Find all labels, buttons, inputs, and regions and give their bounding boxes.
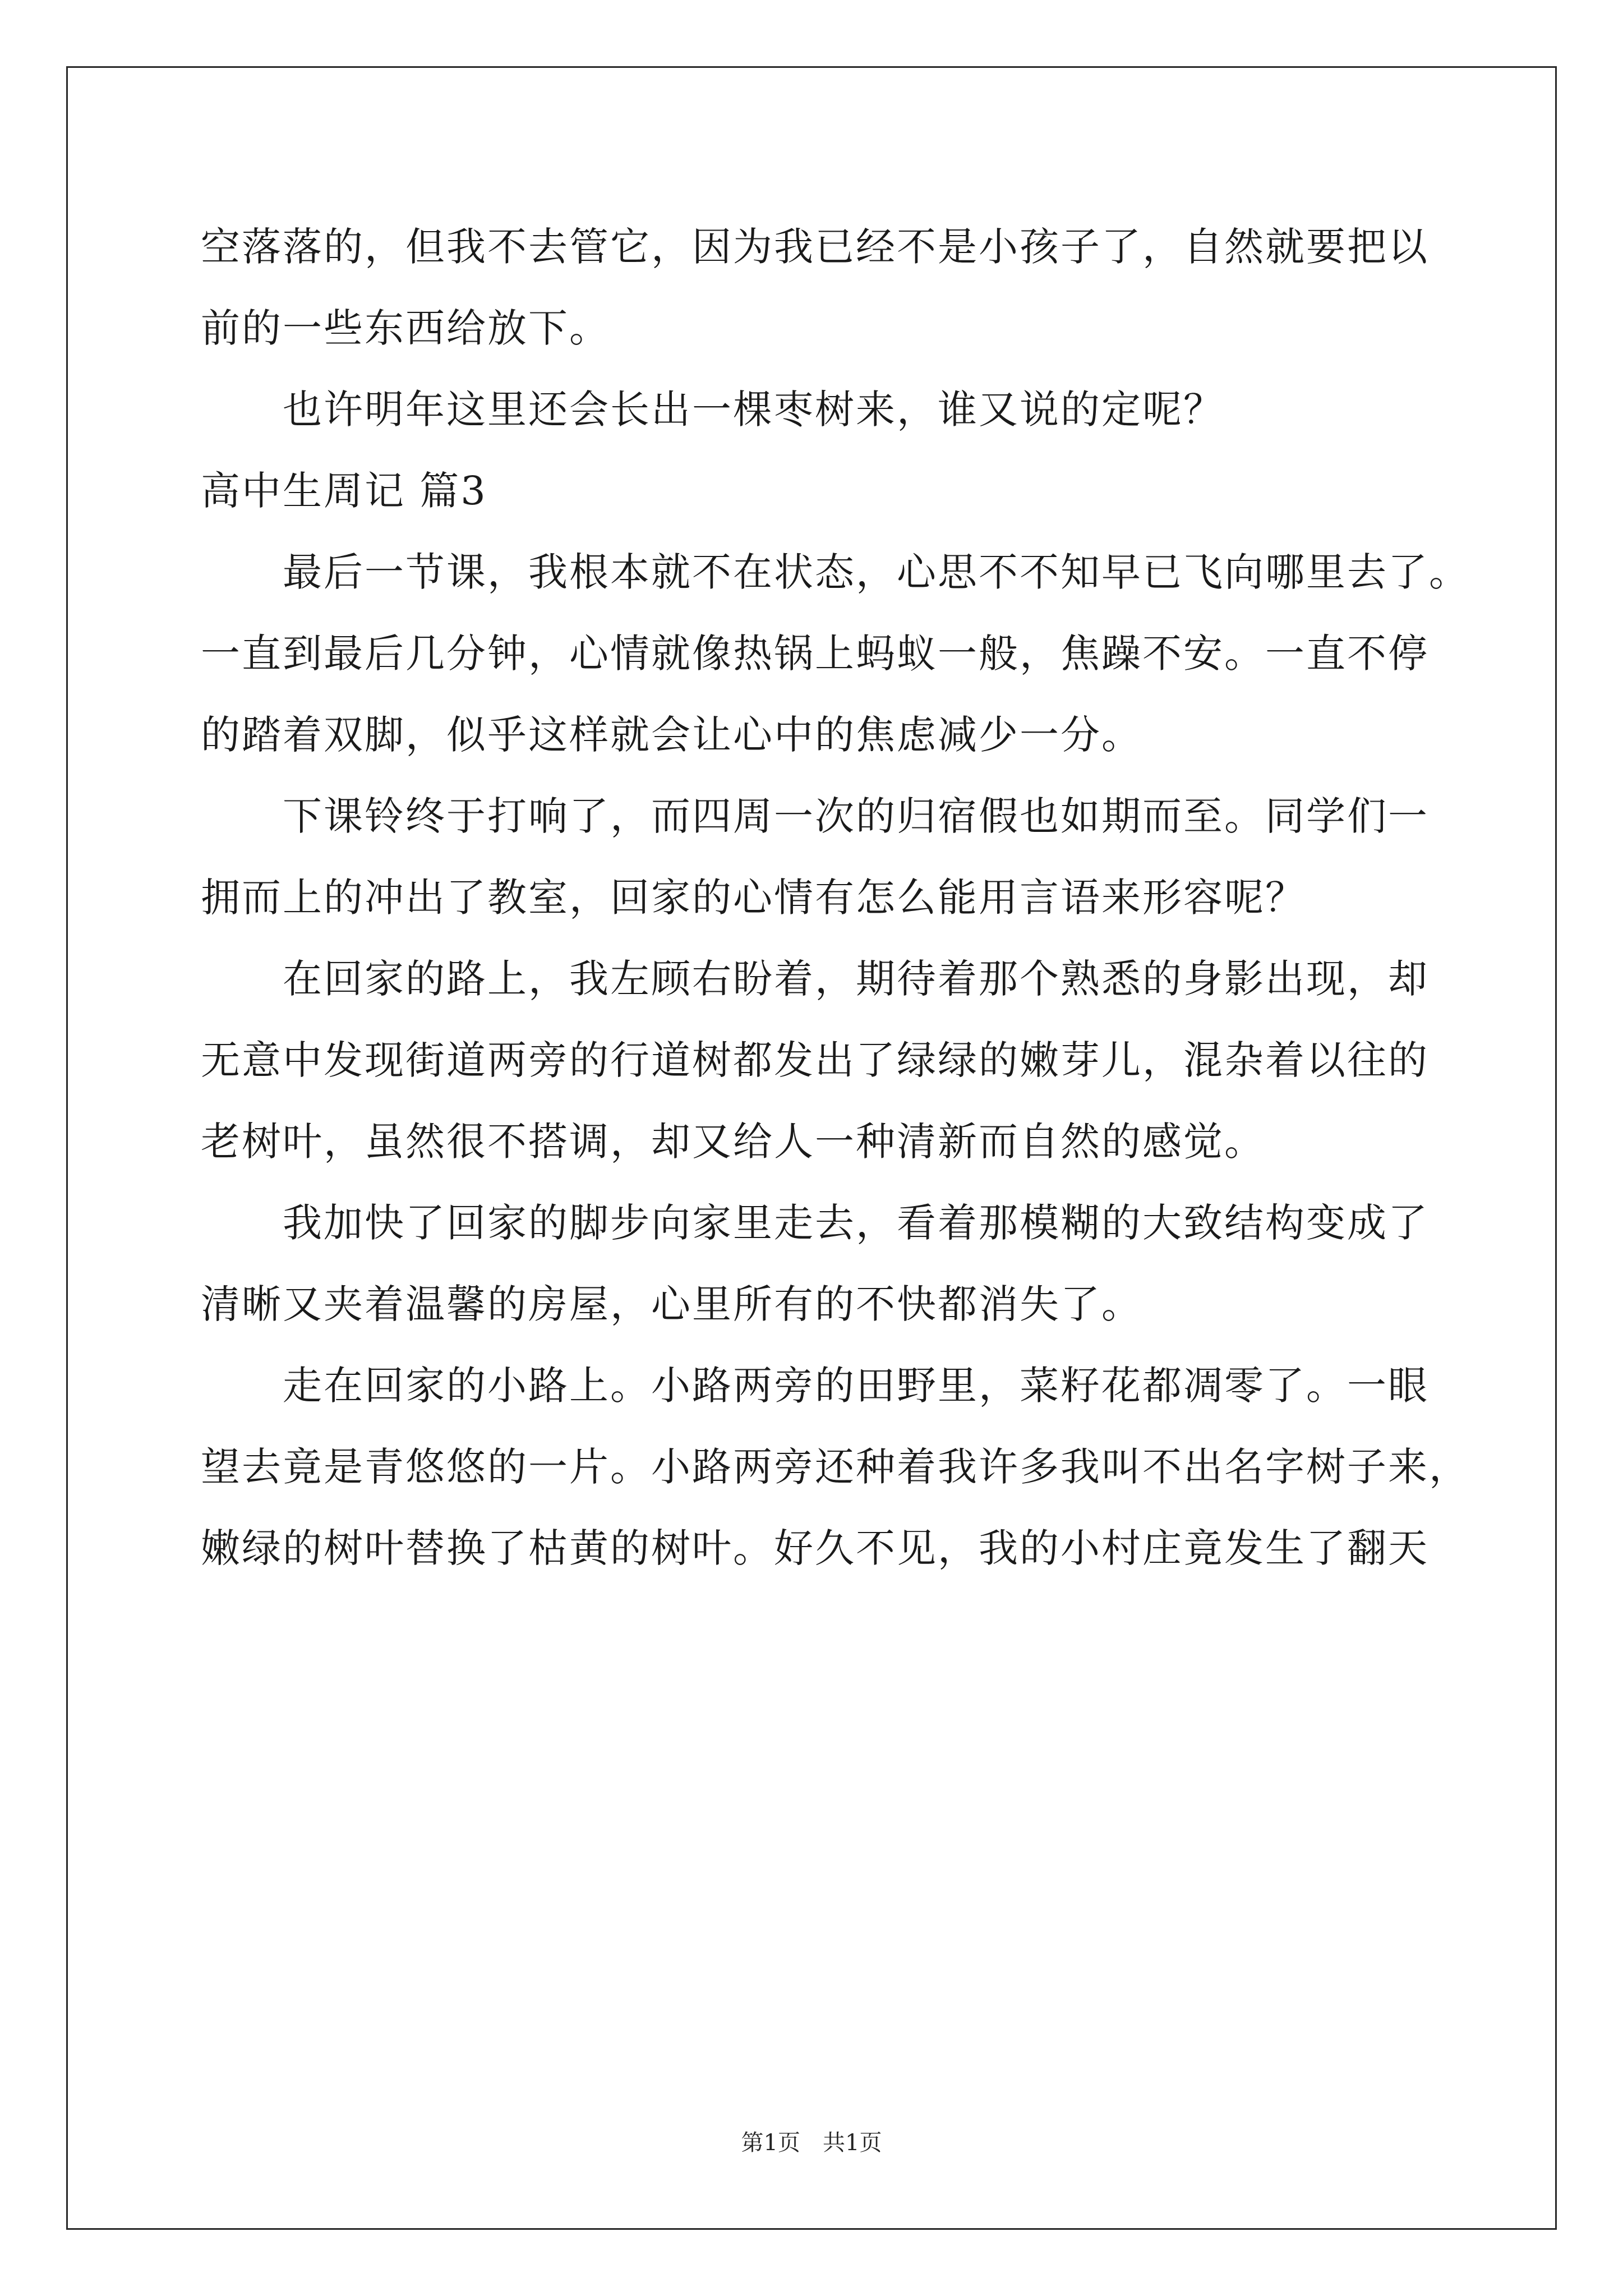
page-footer: 第1页 共1页 bbox=[741, 2130, 882, 2156]
paragraph-start-line: 我加快了回家的脚步向家里走去，看着那模糊的大致结构变成了 bbox=[283, 1200, 1429, 1246]
paragraph-start-line: 也许明年这里还会长出一棵枣树来，谁又说的定呢？ bbox=[283, 386, 1224, 432]
text-line: 前的一些东西给放下。 bbox=[201, 305, 610, 351]
text-line: 老树叶，虽然很不搭调，却又给人一种清新而自然的感觉。 bbox=[201, 1119, 1265, 1165]
text-line: 一直到最后几分钟，心情就像热锅上蚂蚁一般，焦躁不安。一直不停 bbox=[201, 631, 1429, 677]
text-line: 嫩绿的树叶替换了枯黄的树叶。好久不见，我的小村庄竟发生了翻天 bbox=[201, 1525, 1429, 1571]
section-heading: 高中生周记 篇3 bbox=[201, 468, 487, 514]
text-line: 空落落的，但我不去管它，因为我已经不是小孩子了，自然就要把以 bbox=[201, 224, 1429, 270]
text-line: 无意中发现街道两旁的行道树都发出了绿绿的嫩芽儿，混杂着以往的 bbox=[201, 1037, 1429, 1083]
paragraph-start-line: 最后一节课，我根本就不在状态，心思不不知早已飞向哪里去了。 bbox=[283, 549, 1470, 595]
paragraph-start-line: 在回家的路上，我左顾右盼着，期待着那个熟悉的身影出现，却 bbox=[283, 956, 1429, 1002]
text-line: 拥而上的冲出了教室，回家的心情有怎么能用言语来形容呢？ bbox=[201, 875, 1306, 921]
text-line: 的踏着双脚，似乎这样就会让心中的焦虑减少一分。 bbox=[201, 712, 1142, 758]
text-line: 清晰又夹着温馨的房屋，心里所有的不快都消失了。 bbox=[201, 1281, 1142, 1327]
text-line: 望去竟是青悠悠的一片。小路两旁还种着我许多我叫不出名字树子来， bbox=[201, 1444, 1470, 1490]
paragraph-start-line: 走在回家的小路上。小路两旁的田野里，菜籽花都凋零了。一眼 bbox=[283, 1363, 1429, 1409]
paragraph-start-line: 下课铃终于打响了，而四周一次的归宿假也如期而至。同学们一 bbox=[283, 793, 1429, 839]
